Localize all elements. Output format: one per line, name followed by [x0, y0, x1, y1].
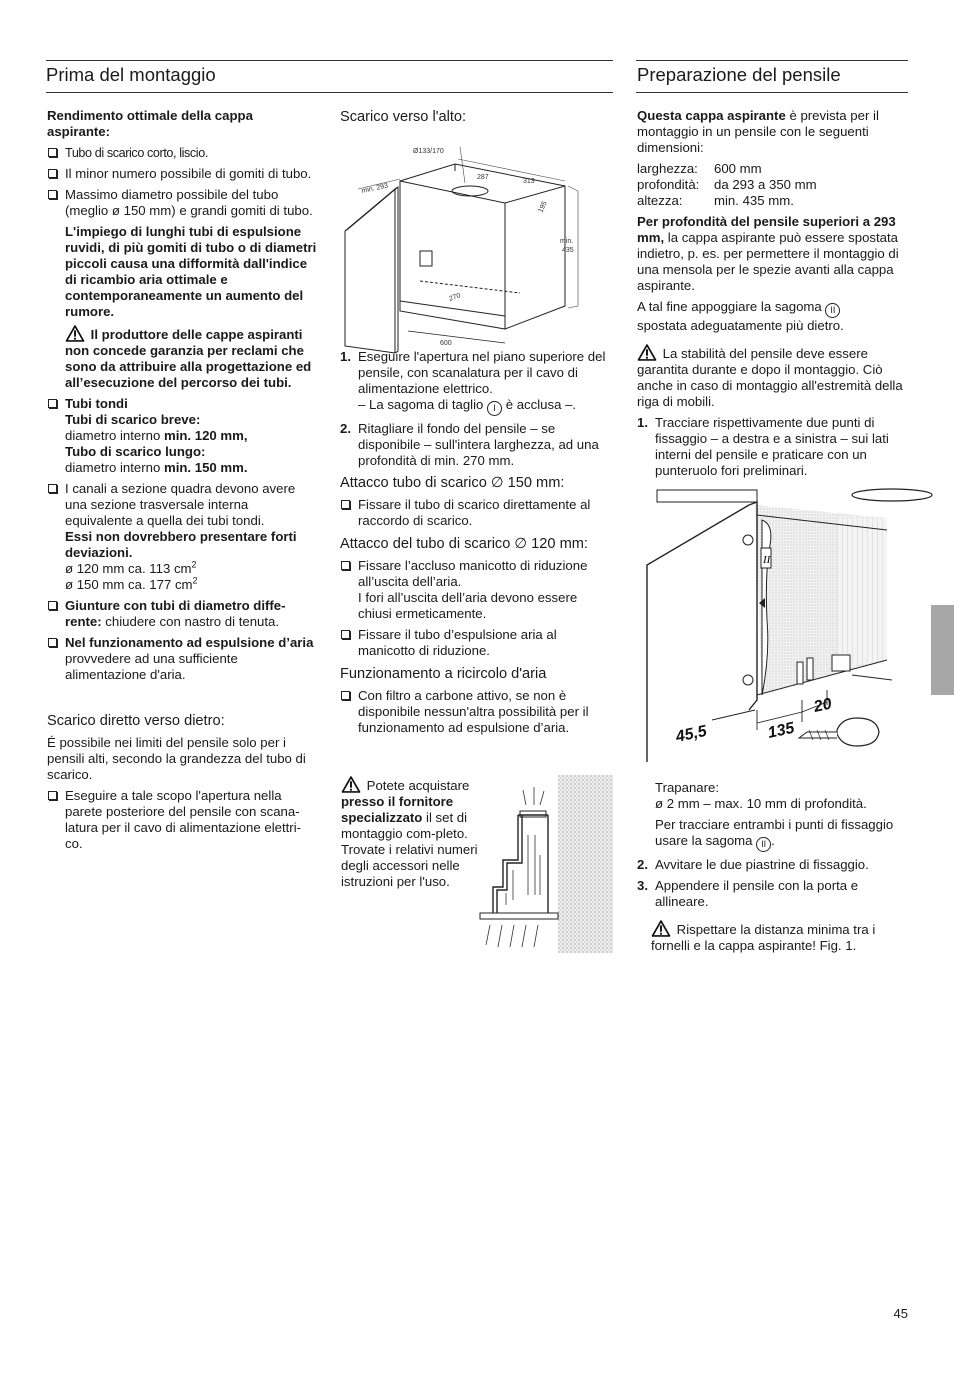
cabinet-diagram: [340, 131, 612, 347]
rear-exhaust-title: Scarico diretto verso dietro:: [47, 713, 225, 729]
connection-150-title: Attacco tubo di scarico ∅ 150 mm:: [340, 475, 565, 491]
column-2: [340, 108, 612, 741]
rear-exhaust-text: É possibile nei limiti del pensile solo per i pensili alti, secondo la grandezza del tubo di scarico.: [47, 735, 306, 782]
recirculation-title: Funzionamento a ricircolo d'aria: [340, 666, 547, 682]
template-circle-icon: II: [825, 303, 840, 318]
noise-note: L'impiego di lunghi tubi di espulsione ruvidi, di più gomiti di tubo o di diametri piccoli causa una difformità dall'indice di ricambio aria ottimale e contemporaneamente un aumento del rumore.: [65, 224, 317, 319]
warning-icon: [65, 325, 85, 342]
distance-warning: Rispettare la distanza minima tra i fornelli e la cappa aspirante! Fig. 1.: [651, 922, 876, 953]
step-2-bottom: 2. Ritagliare il fondo del pensile – se disponibile – sull'intera larghezza, ad una profondità di min. 270 mm.: [340, 421, 599, 468]
page-title-left: Prima del montaggio: [46, 64, 216, 85]
bullet-joints: Giunture con tubi di diametro diffe-rente: chiudere con nastro di tenuta.: [47, 598, 317, 630]
top-rule-left: [46, 60, 613, 61]
recirculation-diagram: [478, 775, 613, 953]
diagram-label: min. 293: [360, 182, 389, 195]
mounting-diagram: [637, 490, 909, 762]
drill-spec: Trapanare: ø 2 mm – max. 10 mm di profondità.: [655, 780, 867, 811]
dim-label: 20: [812, 695, 834, 716]
intro: Rendimento ottimale della cappa aspirante:: [47, 108, 253, 139]
diagram-label: 600: [440, 340, 452, 347]
column-3: [637, 108, 909, 484]
bullet-reducer-pipe: Fissare il tubo d’espulsione aria al manicotto di riduzione.: [340, 627, 612, 659]
top-rule-right: [636, 60, 908, 61]
connection-120-title: Attacco del tubo di scarico ∅ 120 mm:: [340, 536, 588, 552]
step-2-screw: 2. Avvitare le due piastrine di fissaggio.: [637, 857, 869, 872]
dim-label: 45,5: [674, 722, 709, 746]
step-1-mark: 1. Tracciare rispettivamente due punti di fissaggio – a destra e a sinistra – sui lati interni del pensile e praticare con un punteruolo fori preliminari.: [637, 415, 889, 478]
depth-note: Per profondità del pensile superiori a 293 mm, la cappa aspirante può essere spostata indietro, p. es. per permettere il montaggio di una mensola per le spezie avanti alla cappa aspirante.: [637, 214, 899, 293]
diagram-label: 435: [562, 247, 574, 254]
diagram-label: Ø133/170: [413, 148, 444, 155]
warranty-warning: Il produttore delle cappe aspiranti non concede garanzia per reclami che sono da attribuire alla progettazione ed all’esecuzione del percorso dei tubi.: [65, 327, 312, 390]
language-tab: [931, 605, 954, 695]
template-circle-icon: II: [756, 837, 771, 852]
template-note: A tal fine appoggiare la sagoma II spostata adeguatamente più dietro.: [637, 299, 844, 333]
dimensions-intro: Questa cappa aspirante è prevista per il montaggio in un pensile con le seguenti dimensioni:: [637, 108, 879, 155]
page-number: 45: [893, 1306, 908, 1321]
warning-icon: [651, 920, 671, 937]
dim-label: 135: [766, 719, 796, 742]
template-circle-icon: I: [487, 401, 502, 416]
warning-icon: [637, 344, 657, 361]
diagram-label: 195: [537, 200, 549, 214]
bottom-rule-right: [636, 92, 908, 93]
drill-template: Per tracciare entrambi i punti di fissaggio usare la sagoma II .: [637, 817, 909, 852]
bullet-short-pipe: Tubo di scarico corto, liscio.: [47, 145, 317, 161]
step-3-hang: 3. Appendere il pensile con la porta e allineare.: [637, 878, 859, 909]
diagram-label: 270: [448, 292, 462, 303]
diagram-label: 287: [477, 174, 489, 181]
step-1-opening: 1. Eseguire l'apertura nel piano superiore del pensile, con scanalatura per il cavo di alimentazione elettrico. – La sagoma di taglio I è acclusa –.: [340, 349, 612, 416]
page-title-right: Preparazione del pensile: [637, 64, 841, 85]
template-mark: II: [763, 554, 771, 566]
diagram-label: min.: [560, 238, 574, 245]
bullet-square-ducts: I canali a sezione quadra devono avere una sezione trasversale interna equivalente a quella dei tubi tondi. Essi non dovrebbero presentare forti deviazioni. ø 120 mm ca. 113 $cm^2$ ø 150 mm ca. 177 $cm^2$: [47, 481, 317, 593]
bottom-rule-left: [46, 92, 613, 93]
diagram-label: 313: [523, 178, 535, 185]
bullet-max-diameter: Massimo diametro possibile del tubo (meglio ø 150 mm) e grandi gomiti di tubo.: [47, 187, 317, 219]
bullet-connection-150: Fissare il tubo di scarico direttamente al raccordo di scarico.: [340, 497, 612, 529]
bullet-few-elbows: Il minor numero possibile di gomiti di tubo.: [47, 166, 317, 182]
bullet-rear-opening: Eseguire a tale scopo l'apertura nella parete posteriore del pensile con scana-latura per il cavo di alimentazione elettri-co.: [47, 788, 317, 852]
kit-note: Potete acquistare presso il fornitore specializzato il set di montaggio com-pleto. Trovate i relativi numeri degli accessori nelle istruzioni per l'uso.: [341, 778, 478, 889]
stability-warning: La stabilità del pensile deve essere garantita durante e dopo il montaggio. Ciò anche in caso di montaggio all'estremità della riga di mobili.: [637, 346, 903, 409]
column-1: [47, 108, 317, 857]
bullet-recirculation: Con filtro a carbone attivo, se non è disponibile nessun'altra possibilità per il funzionamento ad espulsione d’aria.: [340, 688, 612, 736]
bullet-reducer: Fissare l’accluso manicotto di riduzione all’uscita dell’aria. I fori all’uscita dell’aria devono essere chiusi ermeticamente.: [340, 558, 612, 622]
dimensions-list: larghezza: 600 mm profondità: da 293 a 350 mm altezza: min. 435 mm.: [637, 161, 817, 208]
bullet-air-supply: Nel funzionamento ad espulsione d’aria provvedere ad una sufficiente alimentazione d'aria.: [47, 635, 317, 683]
upward-exhaust-title: Scarico verso l'alto:: [340, 109, 467, 125]
warning-icon: [341, 776, 361, 793]
bullet-round-pipes: Tubi tondi Tubi di scarico breve: diametro interno min. 120 mm, Tubo di scarico lungo: diametro interno min. 150 mm.: [47, 396, 317, 476]
column-3-bottom: [637, 780, 909, 959]
